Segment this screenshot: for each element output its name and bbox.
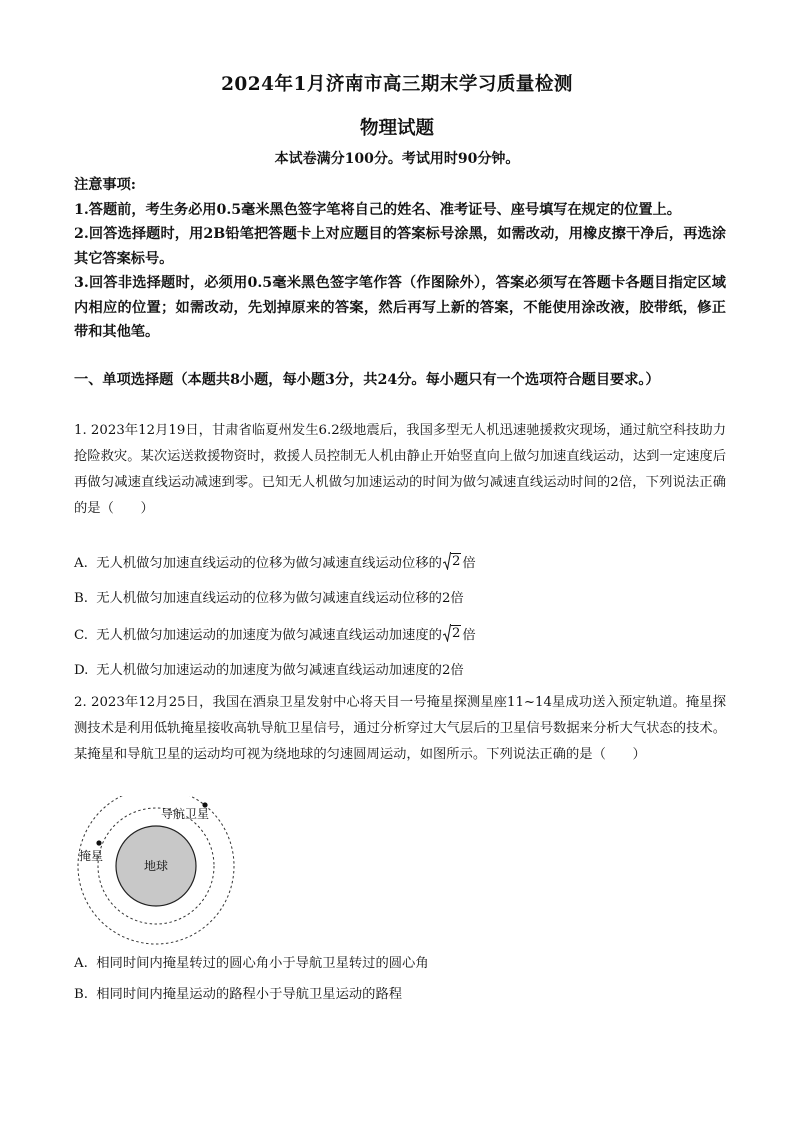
- occultation-satellite-dot: [96, 840, 101, 845]
- option-label: C.: [74, 628, 88, 643]
- exam-info: 本试卷满分100分。考试用时90分钟。: [274, 151, 520, 167]
- occultation-satellite-label: 掩星: [79, 849, 104, 863]
- option-label: B.: [74, 987, 88, 1002]
- question-2-option-b: [74, 985, 726, 1005]
- sqrt-expression: [443, 624, 461, 642]
- question-1-stem: 1. 2023年12月19日，甘肃省临夏州发生6.2级地震后，我国多型无人机迅速驰援救灾现场，通过航空科技助力抢险救灾。某次运送救援物资时，救援人员控制无人机由静止开始竖直向上做匀加速直线运动，达到一定速度后再做匀减速直线运动减速到零。已知无人机做匀加速运动的时间为做匀减速直线运动时间的2倍，下列说法正确的是（ ）: [74, 423, 726, 516]
- navigation-satellite-label: 导航卫星: [161, 807, 210, 821]
- earth-label: 地球: [143, 859, 169, 873]
- question-1-option-b: [74, 589, 726, 609]
- option-text: 相同时间内掩星运动的路程小于导航卫星运动的路程: [96, 987, 403, 1002]
- option-text-end: 倍: [462, 628, 476, 643]
- question-2-stem: 2. 2023年12月25日，我国在酒泉卫星发射中心将天目一号掩星探测星座11~14星成功送入预定轨道。掩星探测技术是利用低轨掩星接收高轨导航卫星信号，通过分析穿过大气层后的卫星信号数据来分析大气状态的技术。某掩星和导航卫星的运动均可视为绕地球的匀速圆周运动，如图所示。下列说法正确的是（ ）: [74, 695, 726, 762]
- radicand: 2: [451, 626, 461, 641]
- subject-title: 物理试题: [359, 118, 434, 139]
- orbit-diagram: [74, 796, 244, 946]
- option-text: 无人机做匀加速运动的加速度为做匀减速直线运动加速度的2倍: [96, 663, 464, 678]
- sqrt-expression: [443, 552, 461, 570]
- question-1-option-a: [74, 552, 726, 574]
- question-2-option-a: [74, 954, 726, 974]
- option-label: A.: [74, 556, 88, 571]
- notice-heading: 注意事项:: [74, 177, 136, 193]
- option-text: 无人机做匀加速直线运动的位移为做匀减速直线运动位移的2倍: [96, 591, 464, 606]
- radicand: 2: [451, 554, 461, 569]
- option-text: 无人机做匀加速直线运动的位移为做匀减速直线运动位移的: [96, 556, 442, 571]
- section-heading: 一、单项选择题（本题共8小题，每小题3分，共24分。每小题只有一个选项符合题目要求。）: [74, 372, 660, 388]
- option-label: D.: [74, 663, 89, 678]
- notice-block: [74, 173, 726, 345]
- option-label: A.: [74, 956, 88, 971]
- notice-item-2: 2.回答选择题时，用2B铅笔把答题卡上对应题目的答案标号涂黑，如需改动，用橡皮擦干净后，再选涂其它答案标号。: [74, 226, 726, 267]
- option-text: 相同时间内掩星转过的圆心角小于导航卫星转过的圆心角: [96, 956, 429, 971]
- question-1-option-d: [74, 661, 726, 681]
- notice-item-3: 3.回答非选择题时，必须用0.5毫米黑色签字笔作答（作图除外），答案必须写在答题卡各题目指定区域内相应的位置；如需改动，先划掉原来的答案，然后再写上新的答案，不能使用涂改液，胶带纸，修正带和其他笔。: [74, 275, 726, 340]
- notice-item-1: 1.答题前，考生务必用0.5毫米黑色签字笔将自己的姓名、准考证号、座号填写在规定的位置上。: [74, 201, 681, 218]
- option-label: B.: [74, 591, 88, 606]
- question-1-option-c: [74, 624, 726, 646]
- option-text: 无人机做匀加速运动的加速度为做匀减速直线运动加速度的: [96, 628, 442, 643]
- radical-sign-icon: [443, 624, 451, 642]
- radical-sign-icon: [443, 552, 451, 570]
- exam-title: 2024年1月济南市高三期末学习质量检测: [221, 74, 573, 95]
- option-text-end: 倍: [462, 556, 476, 571]
